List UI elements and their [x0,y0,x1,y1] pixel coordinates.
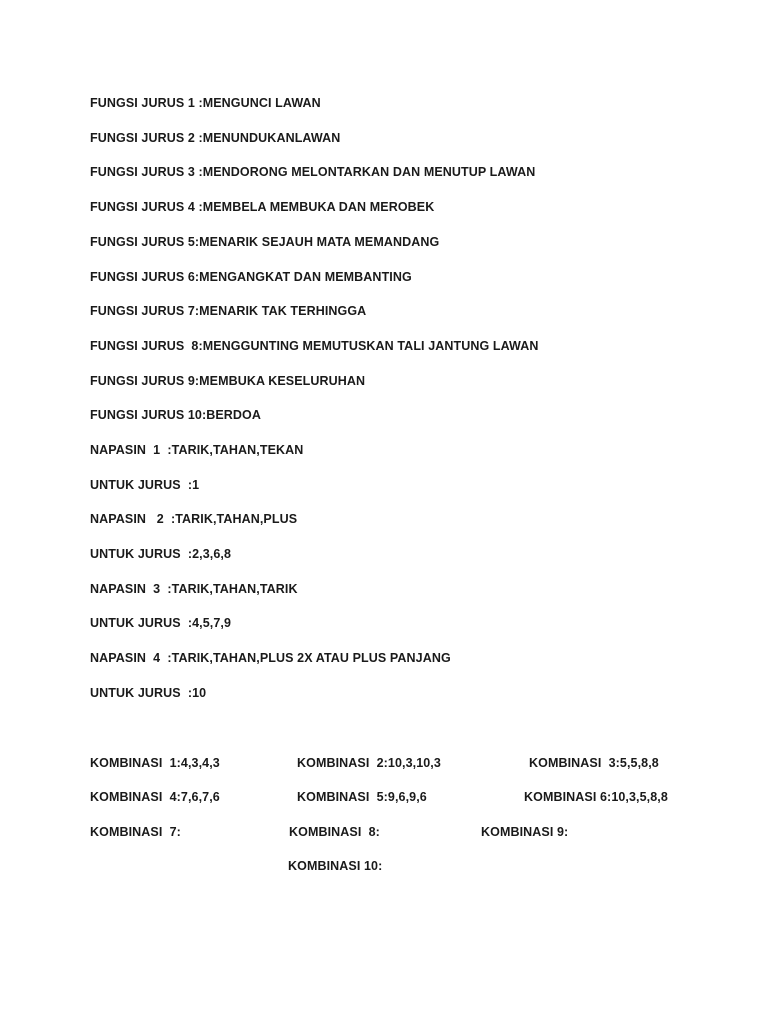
fungsi-jurus-9: FUNGSI JURUS 9:MEMBUKA KESELURUHAN [90,374,366,388]
fungsi-jurus-4: FUNGSI JURUS 4 :MEMBELA MEMBUKA DAN MEROBEK [90,200,435,214]
kombinasi-8: KOMBINASI 8: [289,825,380,839]
untuk-jurus-3: UNTUK JURUS :4,5,7,9 [90,616,232,630]
untuk-jurus-4: UNTUK JURUS :10 [90,686,207,700]
kombinasi-6: KOMBINASI 6:10,3,5,8,8 [524,790,668,804]
napasin-3: NAPASIN 3 :TARIK,TAHAN,TARIK [90,582,298,596]
kombinasi-2: KOMBINASI 2:10,3,10,3 [297,756,441,770]
fungsi-jurus-7: FUNGSI JURUS 7:MENARIK TAK TERHINGGA [90,304,367,318]
untuk-jurus-2: UNTUK JURUS :2,3,6,8 [90,547,232,561]
fungsi-jurus-1: FUNGSI JURUS 1 :MENGUNCI LAWAN [90,96,321,110]
fungsi-jurus-2: FUNGSI JURUS 2 :MENUNDUKANLAWAN [90,131,341,145]
fungsi-jurus-3: FUNGSI JURUS 3 :MENDORONG MELONTARKAN DAN MENUTUP LAWAN [90,165,536,179]
fungsi-jurus-10: FUNGSI JURUS 10:BERDOA [90,408,261,422]
fungsi-jurus-8: FUNGSI JURUS 8:MENGGUNTING MEMUTUSKAN TALI JANTUNG LAWAN [90,339,539,353]
kombinasi-9: KOMBINASI 9: [481,825,569,839]
kombinasi-3: KOMBINASI 3:5,5,8,8 [529,756,659,770]
fungsi-jurus-5: FUNGSI JURUS 5:MENARIK SEJAUH MATA MEMANDANG [90,235,440,249]
kombinasi-4: KOMBINASI 4:7,6,7,6 [90,790,220,804]
kombinasi-1: KOMBINASI 1:4,3,4,3 [90,756,220,770]
untuk-jurus-1: UNTUK JURUS :1 [90,478,200,492]
kombinasi-10: KOMBINASI 10: [288,859,383,873]
kombinasi-5: KOMBINASI 5:9,6,9,6 [297,790,427,804]
napasin-2: NAPASIN 2 :TARIK,TAHAN,PLUS [90,512,298,526]
fungsi-jurus-6: FUNGSI JURUS 6:MENGANGKAT DAN MEMBANTING [90,270,412,284]
kombinasi-7: KOMBINASI 7: [90,825,181,839]
napasin-4: NAPASIN 4 :TARIK,TAHAN,PLUS 2X ATAU PLUS PANJANG [90,651,451,665]
napasin-1: NAPASIN 1 :TARIK,TAHAN,TEKAN [90,443,304,457]
